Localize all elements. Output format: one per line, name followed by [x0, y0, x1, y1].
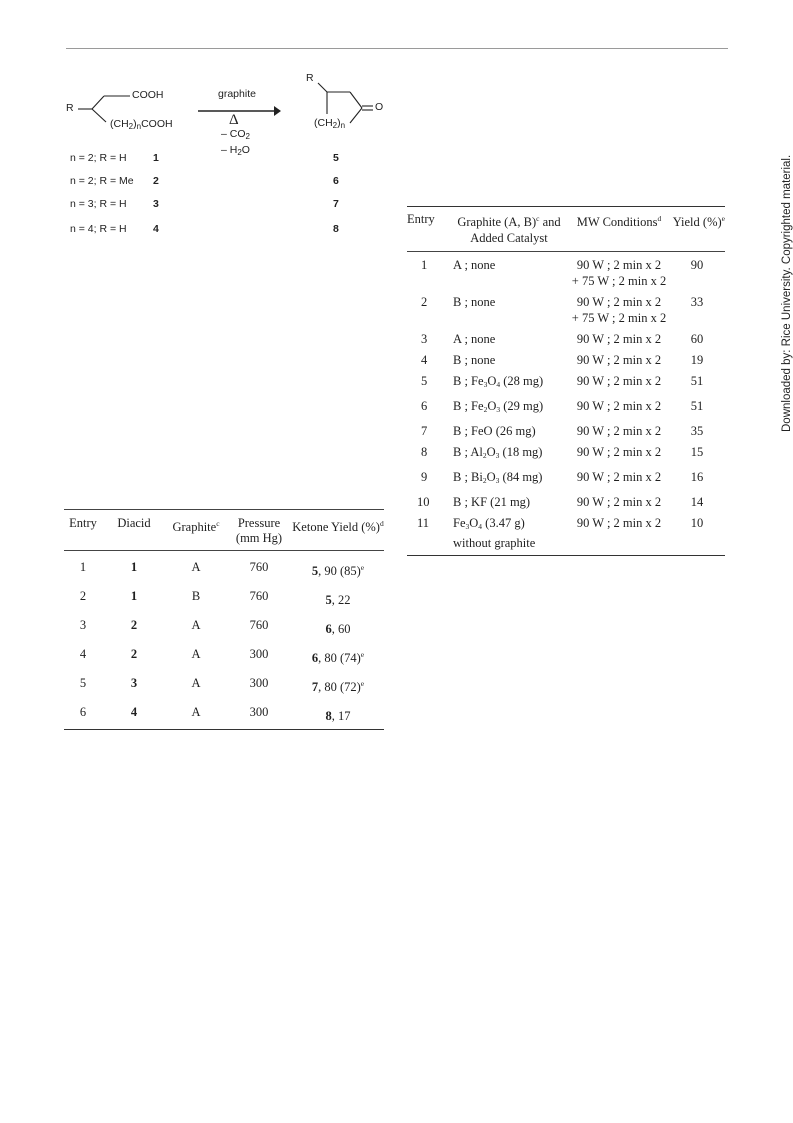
cell-catalyst: B ; none [453, 295, 496, 309]
cell-conditions: 90 W ; 2 min x 2 + 75 W ; 2 min x 2 [571, 258, 667, 288]
table-row [64, 700, 384, 730]
cell-yield: 19 [690, 353, 704, 367]
table-row [64, 671, 384, 700]
cell-conditions: 90 W ; 2 min x 2 [576, 516, 662, 530]
header-entry: Entry [69, 516, 97, 530]
cell-entry: 5 [79, 676, 87, 690]
cell-diacid: 2 [130, 618, 138, 632]
cell-entry: 3 [79, 618, 87, 632]
cell-pressure: 300 [249, 705, 269, 719]
condition-label: n = 3; R = H [70, 198, 127, 210]
table-header-row [64, 510, 384, 551]
reactant-number: 2 [153, 175, 159, 187]
table-row [407, 373, 725, 398]
table-row [407, 398, 725, 423]
table-row [407, 515, 725, 556]
product-r-label: R [306, 72, 314, 84]
condition-label: n = 4; R = H [70, 223, 127, 235]
cell-entry: 2 [421, 295, 428, 309]
cell-diacid: 1 [130, 589, 138, 603]
cell-entry: 10 [417, 495, 430, 509]
cell-catalyst: B ; none [453, 353, 496, 367]
cell-diacid: 4 [130, 705, 138, 719]
table-row [64, 613, 384, 642]
condition-label: n = 2; R = H [70, 152, 127, 164]
cell-entry: 9 [421, 470, 428, 484]
loss-h2o-label: – $H_2O$ [221, 144, 250, 157]
table-header-row [407, 207, 725, 252]
cell-conditions: 90 W ; 2 min x 2 [576, 399, 662, 413]
cell-conditions: 90 W ; 2 min x 2 + 75 W ; 2 min x 2 [571, 295, 667, 325]
cell-conditions: 90 W ; 2 min x 2 [576, 353, 662, 367]
cell-pressure: 760 [249, 589, 269, 603]
loss-co2-label: – $CO_2$ [221, 128, 250, 141]
cell-entry: 7 [421, 424, 428, 438]
cell-yield: 15 [690, 445, 704, 459]
reactant-number: 4 [153, 223, 159, 235]
cell-entry: 1 [421, 258, 428, 272]
product-number: 6 [333, 175, 339, 187]
cell-entry: 11 [417, 516, 430, 530]
header-graphite-catalyst: Graphite (A, B)$^c$ and Added Catalyst [457, 214, 561, 245]
cell-yield: 8, 17 [325, 709, 351, 723]
cell-diacid: 3 [130, 676, 138, 690]
product-number: 5 [333, 152, 339, 164]
cell-graphite: A [191, 676, 201, 690]
table-row [407, 469, 725, 494]
cell-pressure: 300 [249, 676, 269, 690]
cell-yield: 33 [690, 295, 704, 309]
cell-graphite: A [191, 618, 201, 632]
cell-catalyst: A ; none [453, 258, 496, 272]
cell-yield: 10 [690, 516, 704, 530]
header-diacid: Diacid [117, 516, 151, 530]
product-oxygen-label: O [375, 101, 384, 113]
table-row [407, 444, 725, 469]
cell-yield: 6, 60 [325, 622, 351, 636]
cell-yield: 60 [690, 332, 704, 346]
ketone-yield-table [64, 509, 384, 730]
cell-pressure: 760 [249, 560, 269, 574]
cell-graphite: A [191, 705, 201, 719]
cell-catalyst: B ; $Fe_3O_4$ (28 mg) [453, 374, 544, 389]
cell-conditions: 90 W ; 2 min x 2 [576, 470, 662, 484]
cell-yield: 5, 22 [325, 593, 351, 607]
cell-entry: 1 [79, 560, 87, 574]
cell-yield: 51 [690, 399, 704, 413]
cell-entry: 4 [421, 353, 428, 367]
cell-entry: 4 [79, 647, 87, 661]
cell-graphite: B [191, 589, 201, 603]
cell-conditions: 90 W ; 2 min x 2 [576, 332, 662, 346]
cell-catalyst: $Fe_3O_4$ (3.47 g) without graphite [453, 516, 536, 550]
cell-diacid: 2 [130, 647, 138, 661]
table-row [407, 352, 725, 373]
product-chain-label: $(CH_2)_n$ [314, 117, 346, 130]
cell-catalyst: B ; $Al_2O_3$ (18 mg) [453, 445, 543, 460]
header-entry: Entry [407, 212, 435, 226]
cell-yield: 51 [690, 374, 704, 388]
cell-yield: 7, 80 $(72)^e$ [311, 679, 365, 694]
table-row [407, 252, 725, 295]
cell-graphite: A [191, 647, 201, 661]
cell-conditions: 90 W ; 2 min x 2 [576, 424, 662, 438]
reactant-chain-label: $(CH_2)_nCOOH$ [110, 118, 173, 131]
catalyst-screening-table [407, 206, 725, 556]
reactant-r-label: R [66, 102, 74, 114]
table-row [407, 494, 725, 515]
cell-entry: 5 [421, 374, 428, 388]
cell-yield: 5, 90 $(85)^e$ [311, 563, 365, 578]
cell-catalyst: B ; FeO (26 mg) [453, 424, 536, 438]
cell-yield: 90 [690, 258, 704, 272]
table-row [407, 294, 725, 331]
header-yield: Yield (%)$^e$ [672, 214, 725, 229]
cell-pressure: 300 [249, 647, 269, 661]
cell-catalyst: B ; KF (21 mg) [453, 495, 531, 509]
cell-catalyst: B ; $Fe_2O_3$ (29 mg) [453, 399, 544, 414]
header-ketone-yield: Ketone Yield (%)$^d$ [292, 519, 384, 534]
header-pressure: Pressure (mm Hg) [235, 516, 283, 545]
cell-pressure: 760 [249, 618, 269, 632]
table-row [64, 584, 384, 613]
cell-conditions: 90 W ; 2 min x 2 [576, 495, 662, 509]
table-row [407, 331, 725, 352]
cell-yield: 14 [690, 495, 704, 509]
cell-graphite: A [191, 560, 201, 574]
cell-entry: 6 [421, 399, 428, 413]
cell-conditions: 90 W ; 2 min x 2 [576, 374, 662, 388]
cell-yield: 16 [690, 470, 704, 484]
cell-diacid: 1 [130, 560, 138, 574]
reactant-cooh-label: COOH [132, 89, 164, 101]
download-watermark-text: Downloaded by: Rice University. Copyrighted material. [781, 154, 793, 432]
heat-delta-symbol: Δ [229, 112, 239, 128]
arrow-reagent-label: graphite [218, 88, 256, 100]
cell-entry: 3 [421, 332, 428, 346]
cell-entry: 8 [421, 445, 428, 459]
product-number: 8 [333, 223, 339, 235]
product-number: 7 [333, 198, 339, 210]
cell-conditions: 90 W ; 2 min x 2 [576, 445, 662, 459]
cell-entry: 6 [79, 705, 87, 719]
cell-yield: 35 [690, 424, 704, 438]
reactant-number: 3 [153, 198, 159, 210]
table-row [64, 642, 384, 671]
header-graphite: Graphite$^c$ [172, 519, 220, 534]
cell-yield: 6, 80 $(74)^e$ [311, 650, 365, 665]
table-row [64, 551, 384, 585]
condition-label: n = 2; R = Me [70, 175, 134, 187]
page-top-rule [66, 48, 728, 49]
table-row [407, 423, 725, 444]
reactant-number: 1 [153, 152, 159, 164]
cell-catalyst: B ; $Bi_2O_3$ (84 mg) [453, 470, 543, 485]
reaction-scheme [60, 66, 390, 246]
cell-entry: 2 [79, 589, 87, 603]
cell-catalyst: A ; none [453, 332, 496, 346]
header-mw-conditions: MW Conditions$^d$ [576, 214, 662, 229]
